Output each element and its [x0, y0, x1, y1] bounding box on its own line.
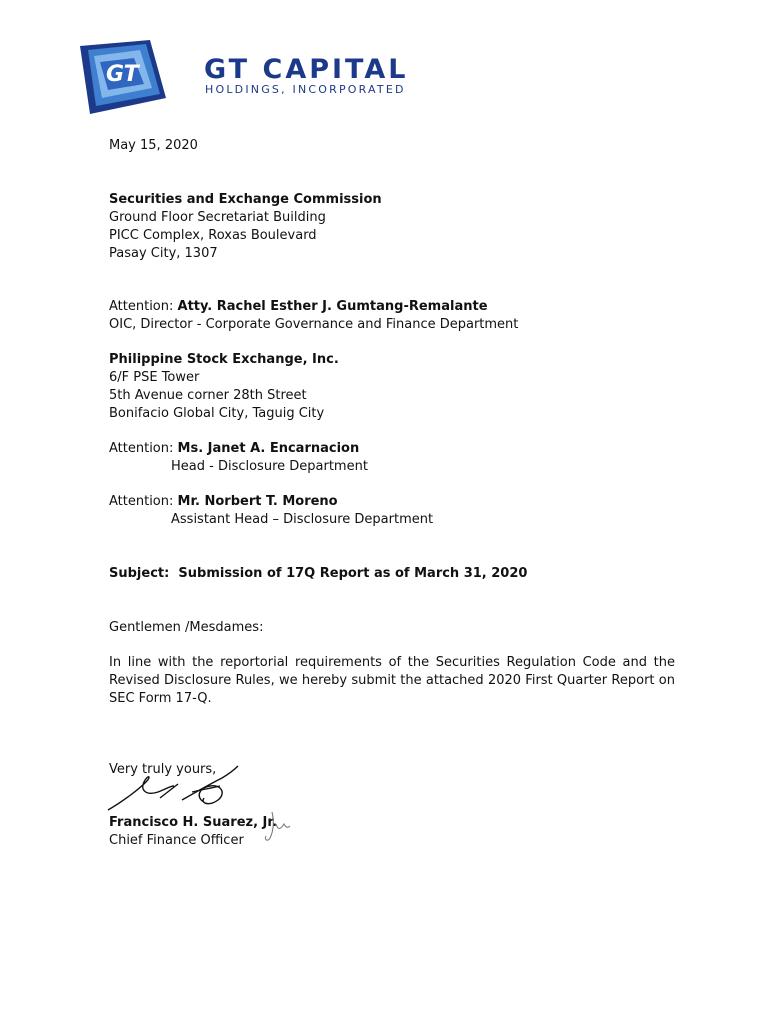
recipient-pse-address-line: 5th Avenue corner 28th Street [109, 388, 307, 403]
attention-pse-head [109, 440, 368, 476]
recipient-pse [109, 351, 339, 423]
logo-mark-text: GT [106, 62, 139, 87]
letter-subject [109, 565, 527, 583]
attention-prefix: Attention: [109, 494, 178, 509]
attention-sec-title: OIC, Director - Corporate Governance and Finance Department [109, 317, 519, 332]
signatory-block [109, 814, 277, 850]
subject-label: Subject: [109, 566, 170, 581]
attention-pse-assistant-title: Assistant Head – Disclosure Department [171, 512, 434, 527]
recipient-sec-name: Securities and Exchange Commission [109, 192, 382, 207]
signatory-name: Francisco H. Suarez, Jr. [109, 815, 277, 830]
letter-date: May 15, 2020 [109, 138, 198, 153]
letter-salutation: Gentlemen /Mesdames: [109, 620, 264, 635]
recipient-sec-address-line: Ground Floor Secretariat Building [109, 210, 326, 225]
handwritten-signature-icon [100, 762, 250, 814]
recipient-sec-address-line: PICC Complex, Roxas Boulevard [109, 228, 317, 243]
letter-closing: Very truly yours, [109, 762, 217, 777]
letter-body: In line with the reportorial requirements of the Securities Regulation Code and the Revised Disclosure Rules, we hereby submit the attached 2020 First Quarter Report on SEC Form 17-Q. [109, 655, 675, 706]
recipient-pse-address-line: 6/F PSE Tower [109, 370, 200, 385]
attention-pse-assistant-name: Mr. Norbert T. Moreno [177, 494, 338, 509]
attention-pse-head-name: Ms. Janet A. Encarnacion [177, 441, 360, 456]
attention-pse-head-title: Head - Disclosure Department [171, 459, 368, 474]
logo-company-subtitle: HOLDINGS, INCORPORATED [205, 83, 406, 96]
recipient-sec-address-line: Pasay City, 1307 [109, 246, 218, 261]
recipient-pse-name: Philippine Stock Exchange, Inc. [109, 352, 339, 367]
handwritten-initial-icon [262, 808, 292, 844]
subject-text: Submission of 17Q Report as of March 31, 2020 [178, 566, 528, 581]
signatory-title: Chief Finance Officer [109, 833, 244, 848]
recipient-sec [109, 191, 382, 263]
logo-company-name: GT CAPITAL [204, 54, 409, 85]
company-logo [80, 40, 460, 115]
attention-sec [109, 298, 518, 334]
attention-pse-assistant [109, 493, 433, 529]
attention-prefix: Attention: [109, 299, 178, 314]
recipient-pse-address-line: Bonifacio Global City, Taguig City [109, 406, 325, 421]
attention-prefix: Attention: [109, 441, 178, 456]
attention-sec-name: Atty. Rachel Esther J. Gumtang-Remalante [177, 299, 488, 314]
